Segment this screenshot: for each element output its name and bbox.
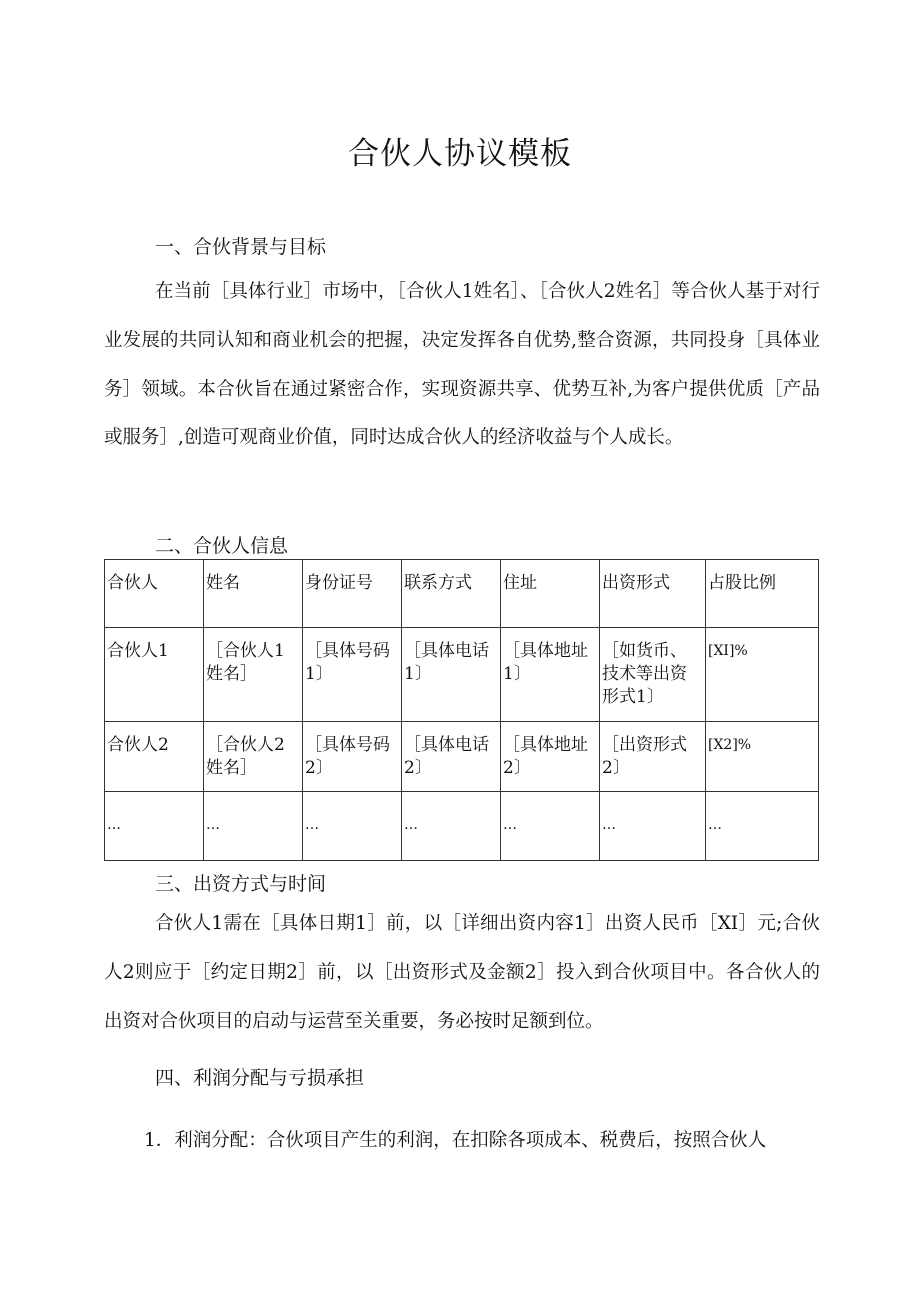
table-cell: ［具体号码1〕: [303, 628, 402, 722]
table-cell: …: [303, 792, 402, 861]
table-row: [105, 628, 819, 722]
table-header-cell: 合伙人: [105, 560, 204, 628]
table-header-cell: 占股比例: [706, 560, 819, 628]
table-cell: ［具体号码2〕: [303, 722, 402, 792]
section-heading-background: 一、合伙背景与目标: [155, 236, 327, 258]
table-header-cell: 姓名: [204, 560, 303, 628]
table-cell: …: [105, 792, 204, 861]
table-cell: ［出资形式2〕: [600, 722, 706, 792]
table-cell: [XI]%: [706, 628, 819, 722]
partner-info-table: [104, 559, 819, 861]
table-cell: …: [706, 792, 819, 861]
table-cell: ［如货币、技术等出资形式1〕: [600, 628, 706, 722]
section-body-background: 在当前［具体行业］市场中，［合伙人1姓名］、［合伙人2姓名］等合伙人基于对行业发展的共同认知和商业机会的把握，决定发挥各自优势,整合资源，共同投身［具体业务］领域。本合伙旨在通过紧密合作，实现资源共享、优势互补,为客户提供优质［产品或服务］,创造可观商业价值，同时达成合伙人的经济收益与个人成长。: [104, 281, 820, 449]
table-cell: …: [600, 792, 706, 861]
table-cell: ［具体电话2〕: [402, 722, 501, 792]
table-cell: 合伙人1: [105, 628, 204, 722]
table-cell: ［合伙人1姓名］: [204, 628, 303, 722]
table-cell: …: [501, 792, 600, 861]
section-item-profit-distribution: 1．利润分配：合伙项目产生的利润，在扣除各项成本、税费后，按照合伙人: [144, 1130, 767, 1151]
table-row: [105, 722, 819, 792]
table-cell: 合伙人2: [105, 722, 204, 792]
table-cell: ［具体地址1〕: [501, 628, 600, 722]
table-cell: ［具体电话1〕: [402, 628, 501, 722]
table-header-cell: 出资形式: [600, 560, 706, 628]
table-header-cell: 联系方式: [402, 560, 501, 628]
table-cell: ［具体地址2〕: [501, 722, 600, 792]
table-cell: ［合伙人2姓名］: [204, 722, 303, 792]
table-header-cell: 身份证号: [303, 560, 402, 628]
table-cell: [X2]%: [706, 722, 819, 792]
document-title: 合伙人协议模板: [348, 136, 572, 172]
section-heading-partner-info: 二、合伙人信息: [155, 535, 289, 557]
section-heading-profit: 四、利润分配与亏损承担: [155, 1067, 365, 1089]
table-header-row: [105, 560, 819, 628]
section-body-contribution: 合伙人1需在［具体日期1］前，以［详细出资内容1］出资人民币［XI］元;合伙人2则应于［约定日期2］前，以［出资形式及金额2］投入到合伙项目中。各合伙人的出资对合伙项目的启动与运营至关重要，务必按时足额到位。: [104, 913, 820, 1032]
table-header-cell: 住址: [501, 560, 600, 628]
section-heading-contribution: 三、出资方式与时间: [155, 873, 327, 895]
table-cell: …: [204, 792, 303, 861]
table-cell: …: [402, 792, 501, 861]
table-row: [105, 792, 819, 861]
